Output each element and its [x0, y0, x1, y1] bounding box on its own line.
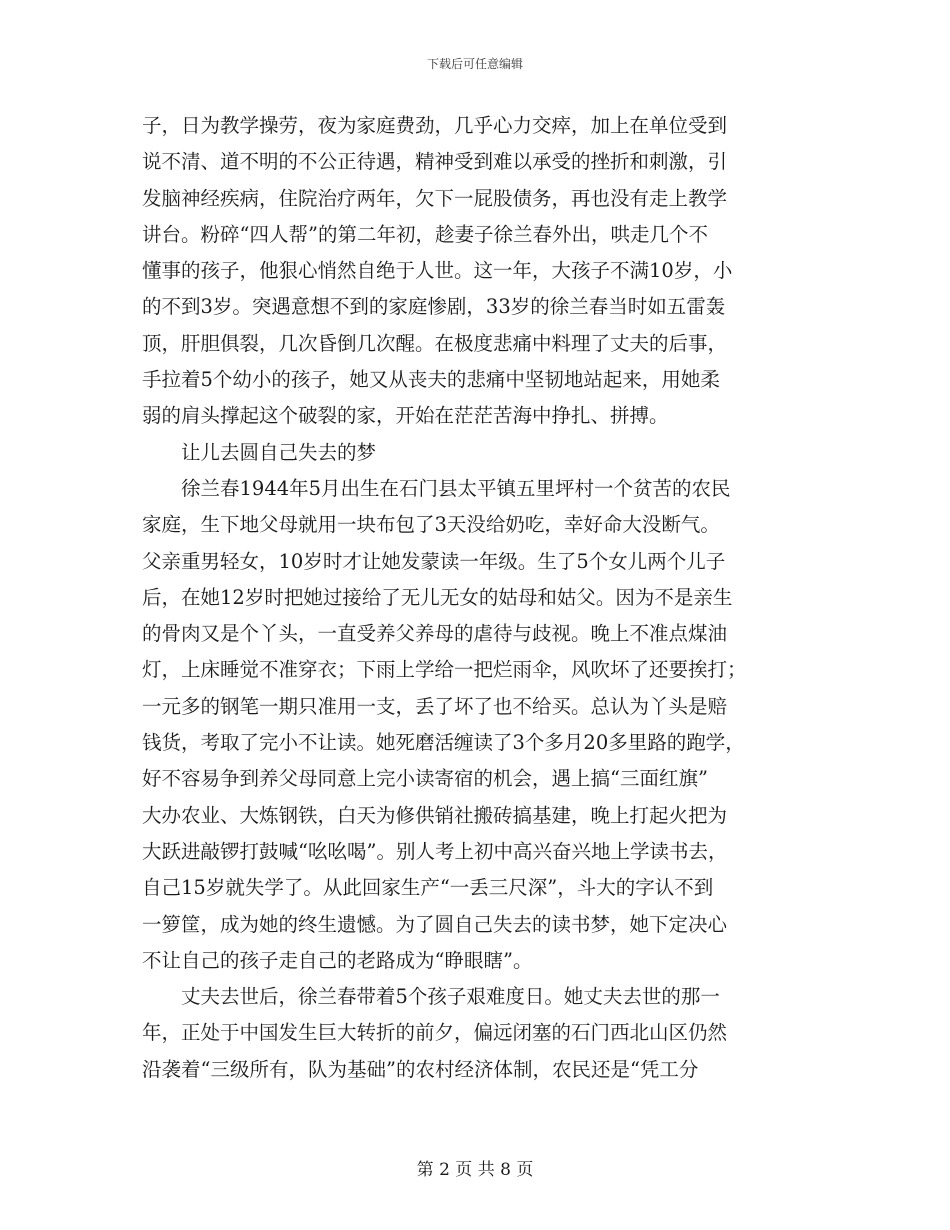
text-line: 发脑神经疾病，住院治疗两年，欠下一屁股债务，再也没有走上教学 [142, 186, 728, 210]
text-line: 不让自己的孩子走自己的老路成为“睁眼瞎”。 [142, 948, 533, 972]
text-line: 的不到3岁。突遇意想不到的家庭惨剧，33岁的徐兰春当时如五雷轰 [142, 295, 726, 319]
text-line: 大办农业、大炼钢铁，白天为修供销社搬砖搞基建，晚上打起火把为 [142, 803, 728, 827]
text-line: 父亲重男轻女，10岁时才让她发蒙读一年级。生了5个女儿两个儿子 [142, 549, 726, 573]
text-line: 的骨肉又是个丫头，一直受养父养母的虐待与歧视。晚上不准点煤油 [142, 622, 728, 646]
text-line: 说不清、道不明的不公正待遇，精神受到难以承受的挫折和刺激，引 [142, 150, 728, 174]
text-line: 懂事的孩子，他狠心悄然自绝于人世。这一年，大孩子不满10岁，小 [142, 259, 733, 283]
text-line: 讲台。粉碎“四人帮”的第二年初，趁妻子徐兰春外出，哄走几个不 [142, 222, 708, 246]
text-line: 灯，上床睡觉不准穿衣；下雨上学给一把烂雨伞，风吹坏了还要挨打； [142, 658, 747, 682]
section-heading: 让儿去圆自己失去的梦 [142, 440, 377, 464]
text-line: 一箩筐，成为她的终生遗憾。为了圆自己失去的读书梦，她下定决心 [142, 912, 728, 936]
text-line: 子，日为教学操劳，夜为家庭费劲，几乎心力交瘁，加上在单位受到 [142, 114, 728, 137]
text-line: 自己15岁就失学了。从此回家生产“一丢三尺深”，斗大的字认不到 [142, 876, 714, 900]
text-line: 钱货，考取了完小不让读。她死磨活缠读了3个多月20多里路的跑学， [142, 731, 745, 755]
text-line: 家庭，生下地父母就用一块布包了3天没给奶吃，幸好命大没断气。 [142, 513, 720, 537]
text-line: 后，在她12岁时把她过接给了无儿无女的姑母和姑父。因为不是亲生 [142, 585, 733, 609]
text-line: 一元多的钢笔一期只准用一支，丢了坏了也不给买。总认为丫头是赔 [142, 694, 728, 718]
text-line: 手拉着5个幼小的孩子，她又从丧夫的悲痛中坚韧地站起来，用她柔 [142, 368, 720, 392]
text-line: 好不容易争到养父母同意上完小读寄宿的机会，遇上搞“三面红旗” [142, 767, 708, 791]
header-note: 下载后可任意编辑 [426, 57, 523, 71]
text-line: 沿袭着“三级所有，队为基础”的农村经济体制，农民还是“凭工分 [142, 1057, 699, 1081]
page-number: 第 2 页 共 8 页 [416, 1160, 534, 1180]
text-line: 顶，肝胆俱裂，几次昏倒几次醒。在极度悲痛中料理了丈夫的后事， [142, 331, 728, 355]
text-line: 大跃进敲锣打鼓喊“吆吆喝”。别人考上初中高兴奋兴地上学读书去， [142, 839, 728, 863]
text-line: 弱的肩头撑起这个破裂的家，开始在茫茫苦海中挣扎、拼搏。 [142, 404, 669, 428]
text-line: 年，正处于中国发生巨大转折的前夕，偏远闭塞的石门西北山区仍然 [142, 1021, 728, 1045]
document-body [142, 108, 814, 1088]
text-line: 丈夫去世后，徐兰春带着5个孩子艰难度日。她丈夫去世的那一 [142, 985, 720, 1009]
text-line: 徐兰春1944年5月出生在石门县太平镇五里坪村一个贫苦的农民 [142, 476, 731, 500]
